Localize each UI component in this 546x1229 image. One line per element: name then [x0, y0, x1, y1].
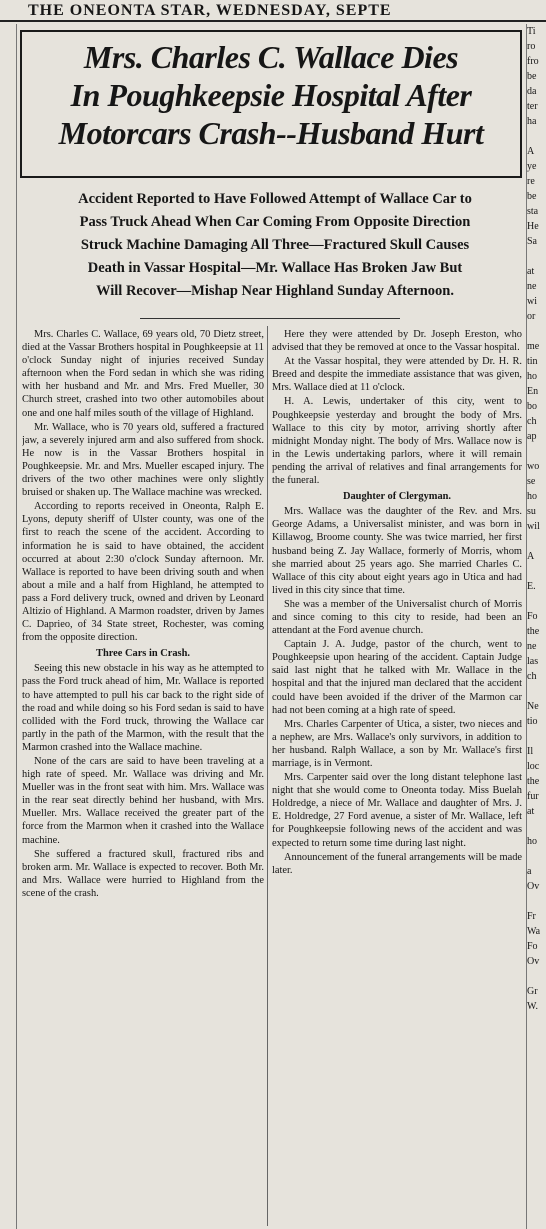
right-column-fragment [526, 24, 546, 1229]
deck-line: Death in Vassar Hospital—Mr. Wallace Has Broken Jaw But [87, 260, 463, 276]
fragment-text: fur [527, 791, 539, 802]
fragment-text: Il [527, 746, 534, 757]
headline-line-1: Mrs. Charles C. Wallace Dies [83, 39, 459, 75]
fragment-text: da [527, 86, 537, 97]
paragraph: At the Vassar hospital, they were attended by Dr. H. R. Breed and despite the immediate assistance that was given, Mrs. Wallace died at 11 o'clock. [272, 356, 522, 394]
paragraph: None of the cars are said to have been traveling at a high rate of speed. Mr. Wallace was driving and Mr. Mueller was in the front seat with him. Mrs. Wallace was in the rear seat directly behind her husband, with Mrs. Mueller. Mrs. Wallace received the greater part of the force from the Marmon when it crashed into the Wallace machine. [22, 756, 264, 846]
deck-line: Accident Reported to Have Followed Attempt of Wallace Car to [78, 191, 472, 207]
subheadline-deck [40, 188, 510, 303]
article-column-2 [272, 328, 522, 1223]
fragment-text: su [527, 506, 536, 517]
fragment-text: re [527, 176, 535, 187]
fragment-text [527, 819, 546, 834]
paragraph: Announcement of the funeral arrangements will be made later. [272, 851, 522, 876]
fragment-text: tin [527, 356, 538, 367]
fragment-text: be [527, 191, 537, 202]
fragment-text: Gr [527, 986, 538, 997]
fragment-text: tio [527, 716, 538, 727]
fragment-text: sta [527, 206, 539, 217]
fragment-text: Ov [527, 956, 540, 967]
paragraph: Seeing this new obstacle in his way as he attempted to pass the Ford truck ahead of him, Mr. Wallace is reported to have attempted to pull his car back to the right side of the road and while doing so his Ford sedan is said to have collided with the Ford truck, throwing the Wallace car partly in the path of the Marmon, with the result that the Marmon crashed into the Wallace machine. [22, 663, 264, 753]
fragment-text: me [527, 341, 540, 352]
fragment-text: Fo [527, 941, 538, 952]
fragment-text: W. [527, 1001, 539, 1012]
fragment-text: Ti [527, 26, 536, 37]
paragraph: According to reports received in Oneonta, Ralph E. Lyons, deputy sheriff of Ulster county, was one of the first to reach the scene of the accident. According to information he is said to have obtained, the accident occurred at about 2:30 o'clock Sunday afternoon. Mr. Wallace is reported to have been driving south and when about a mile and a half from Highland, he attempted to pass a Ford delivery truck, owned and driven by Leonard Altizio of Highland. A Marmon roadster, driven by James C. Daprieo, of 34 State street, Rochester, was coming from the opposite direction. [22, 501, 264, 644]
fragment-text: ha [527, 116, 537, 127]
fragment-text: the [527, 626, 540, 637]
masthead: THE ONEONTA STAR, WEDNESDAY, SEPTE [0, 0, 546, 22]
deck-line: Struck Machine Damaging All Three—Fractured Skull Causes [80, 237, 470, 253]
fragment-text: las [527, 656, 539, 667]
fragment-text [527, 564, 546, 579]
fragment-text [527, 894, 546, 909]
fragment-text: A [527, 146, 535, 157]
fragment-text: Wa [527, 926, 541, 937]
paragraph: Captain J. A. Judge, pastor of the church, went to Poughkeepsie upon hearing of the accident. Captain Judge said last night that he talked with Mr. Wallace in the hospital and that the injured man declared that the accident could have been avoided if the driver of the Marmon car had not been coming at a high rate of speed. [272, 639, 522, 716]
fragment-text [527, 594, 546, 609]
fragment-text [527, 129, 546, 144]
fragment-text: A [527, 551, 535, 562]
deck-line: Pass Truck Ahead When Car Coming From Opposite Direction [79, 214, 471, 230]
fragment-text [527, 444, 546, 459]
fragment-text: E. [527, 581, 536, 592]
left-column-fragment [0, 24, 17, 1229]
fragment-text: Ov [527, 881, 540, 892]
paragraph: She suffered a fractured skull, fractured ribs and broken arm. Mr. Wallace is expected to recover. Both Mr. and Mrs. Wallace were hurried to Highland from the scene of the crash. [22, 848, 264, 899]
paragraph: H. A. Lewis, undertaker of this city, went to Poughkeepsie yesterday and brought the body of Mrs. Wallace to this city by motor, arriving shortly after midnight Monday night. The body of Mrs. Wallace now is in the Lewis undertaking parlors, where it will remain pending the arrival of relatives and final arrangements for the funeral. [272, 396, 522, 487]
article-column-1 [22, 328, 264, 1223]
fragment-text [527, 729, 546, 744]
fragment-text: wi [527, 296, 537, 307]
fragment-text: or [527, 311, 536, 322]
fragment-text: ap [527, 431, 537, 442]
fragment-text: ne [527, 281, 537, 292]
column-rule [267, 326, 268, 1226]
fragment-text: ch [527, 671, 537, 682]
fragment-text: se [527, 476, 536, 487]
fragment-text: Sa [527, 236, 537, 247]
fragment-text: wo [527, 461, 540, 472]
divider-rule [140, 318, 400, 319]
fragment-text [527, 969, 546, 984]
fragment-text: Ne [527, 701, 539, 712]
headline-box [20, 30, 522, 178]
fragment-text [527, 249, 546, 264]
fragment-text: ho [527, 371, 537, 382]
paragraph: She was a member of the Universalist church of Morris and since coming to this city to reside, had been an attendant at the Ford avenue church. [272, 598, 522, 637]
fragment-text: bo [527, 401, 537, 412]
fragment-text: the [527, 776, 540, 787]
fragment-text: ye [527, 161, 537, 172]
fragment-text [527, 684, 546, 699]
paragraph: Mrs. Carpenter said over the long distant telephone last night that she would come to Oneonta today. Miss Buelah Holdredge, a niece of Mr. Wallace and daughter of Mrs. J. E. Holdredge, 27 Ford avenue, a sister of Mr. Wallace, left for Poughkeepsie following news of the accident and was expected to return some time during last night. [272, 772, 522, 849]
paragraph: Mrs. Charles C. Wallace, 69 years old, 70 Dietz street, died at the Vassar Brothers hospital in Poughkeepsie at 11 o'clock Sunday night of injuries received Sunday afternoon when the Ford sedan in which she was riding with her husband and Mr. and Mrs. Fred Mueller, 30 Church street, crashed into two other automobiles about one and one half miles south of the village of Highland. [22, 329, 264, 419]
fragment-text: ne [527, 641, 537, 652]
fragment-text: En [527, 386, 539, 397]
section-subhead: Daughter of Clergyman. [342, 491, 452, 503]
fragment-text [527, 849, 546, 864]
fragment-text: a [527, 866, 532, 877]
headline-line-2: In Poughkeepsie Hospital After [70, 77, 472, 113]
section-subhead: Three Cars in Crash. [96, 648, 190, 660]
fragment-text: He [527, 221, 539, 232]
paragraph: Mr. Wallace, who is 70 years old, suffered a fractured jaw, a severely injured arm and also suffered from shock. He now is in the Vassar Brothers hospital in Poughkeepsie. Mr. and Mrs. Mueller escaped injury. The drivers of the two other machines were only slightly bruised or shaken up. The Wallace machine was wrecked. [22, 421, 264, 499]
deck-line: Will Recover—Mishap Near Highland Sunday Afternoon. [96, 283, 454, 299]
fragment-text: Fr [527, 911, 536, 922]
fragment-text: at [527, 266, 535, 277]
paragraph: Here they were attended by Dr. Joseph Ereston, who advised that they be removed at once to the Vassar hospital. [272, 329, 522, 354]
fragment-text: ter [527, 101, 538, 112]
fragment-text [527, 534, 546, 549]
fragment-text [527, 324, 546, 339]
fragment-text: ch [527, 416, 537, 427]
fragment-text: fro [527, 56, 539, 67]
fragment-text: loc [527, 761, 540, 772]
fragment-text: be [527, 71, 537, 82]
paragraph: Mrs. Wallace was the daughter of the Rev. and Mrs. George Adams, a Universalist minister, and was born in Killawog, Broome county. She was twice married, her first husband being Z. Jay Wallace, formerly of Morris, whom she married about 25 years ago. She married Charles C. Wallace of this city about eight years ago in Utica and had lived in this city since that time. [272, 506, 522, 596]
fragment-text: ho [527, 491, 537, 502]
fragment-text: at [527, 806, 535, 817]
fragment-text: wil [527, 521, 540, 532]
headline-line-3: Motorcars Crash--Husband Hurt [58, 115, 484, 151]
fragment-text: Fo [527, 611, 538, 622]
fragment-text: ho [527, 836, 537, 847]
fragment-text: ro [527, 41, 536, 52]
paragraph: Mrs. Charles Carpenter of Utica, a sister, two nieces and a nephew, are Mrs. Wallace's only survivors, in addition to her husband. Ralph Wallace, a son by Mr. Wallace's first marriage, is in Vermont. [272, 718, 522, 769]
